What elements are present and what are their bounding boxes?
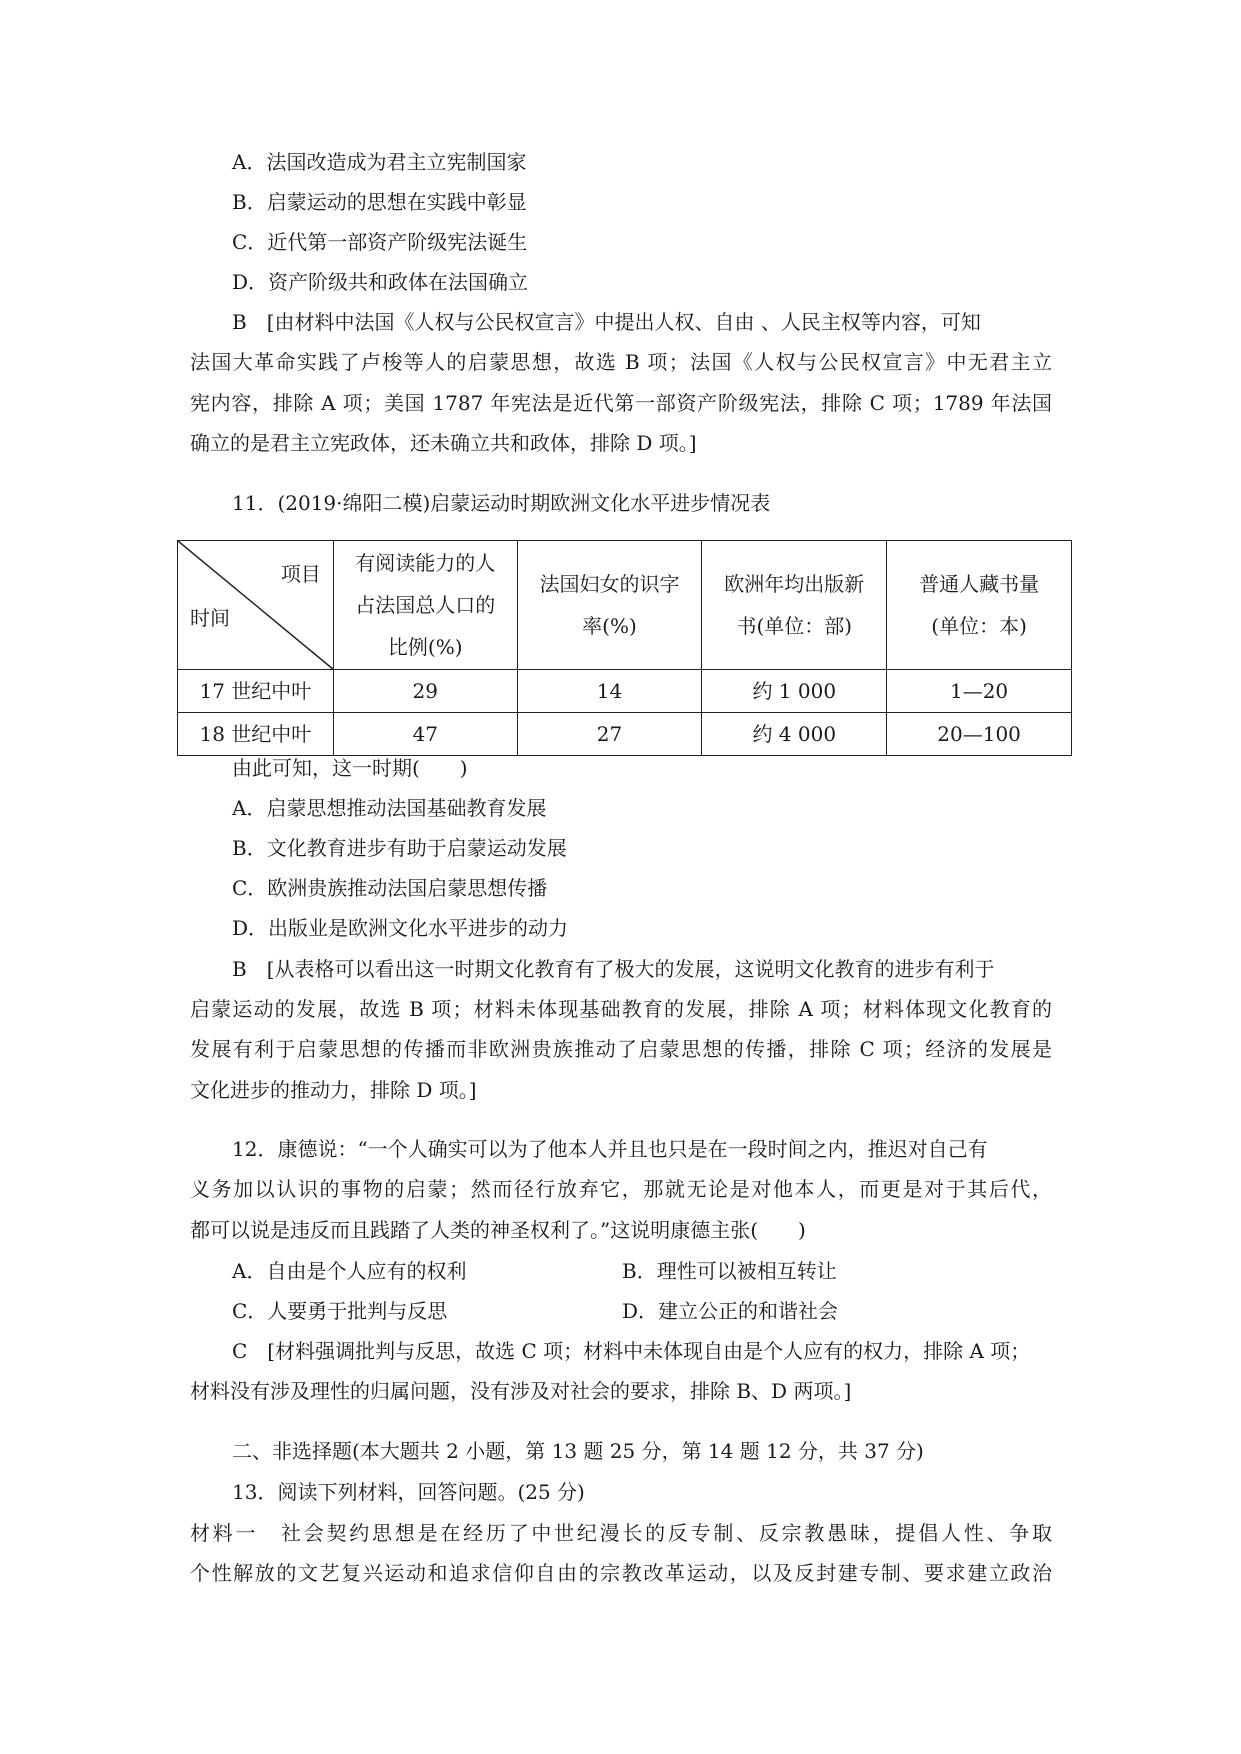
header-line: 占法国总人口的: [355, 593, 496, 617]
q11-option-b: B．文化教育进步有助于启蒙运动发展: [232, 836, 567, 860]
q11-option-d: D．出版业是欧洲文化水平进步的动力: [232, 916, 569, 940]
table-cell: 20—100: [887, 713, 1072, 756]
table-cell: 约 4 000: [702, 713, 887, 756]
table-header-cell: [702, 541, 887, 670]
table-cell: 14: [517, 670, 702, 713]
header-line: 书(单位：部): [736, 614, 853, 638]
q10-option-d: D．资产阶级共和政体在法国确立: [232, 270, 529, 294]
header-line: 普通人藏书量: [919, 572, 1040, 596]
q13-material-line: 个性解放的文艺复兴运动和追求信仰自由的宗教改革运动，以及反封建专制、要求建立政治: [190, 1561, 1052, 1585]
q10-answer-line: 宪内容，排除 A 项；美国 1787 年宪法是近代第一部资产阶级宪法，排除 C 项；1789 年法国: [190, 391, 1052, 415]
header-line: 有阅读能力的人: [355, 551, 496, 575]
q10-answer-line: B [由材料中法国《人权与公民权宣言》中提出人权、自由 、人民主权等内容，可知: [232, 310, 981, 334]
table-cell: 47: [333, 713, 517, 756]
q13-material-line: 材料一 社会契约思想是在经历了中世纪漫长的反专制、反宗教愚昧，提倡人性、争取: [190, 1521, 1052, 1545]
q11-prompt: 由此可知，这一时期( ): [232, 756, 468, 780]
corner-label-item: 项目: [280, 562, 321, 586]
section-title: 二、非选择题(本大题共 2 小题，第 13 题 25 分，第 14 题 12 分，共 37 分): [232, 1439, 924, 1463]
corner-label-time: 时间: [190, 606, 230, 630]
table-row: [178, 713, 1072, 756]
table-header-cell: [517, 541, 702, 670]
q10-option-b: B．启蒙运动的思想在实践中彰显: [232, 190, 527, 214]
q10-answer-line: 确立的是君主立宪政体，还未确立共和政体，排除 D 项。]: [190, 431, 697, 455]
header-line: 率(%): [582, 614, 637, 638]
q11-option-a: A．启蒙思想推动法国基础教育发展: [232, 796, 547, 820]
q11-stem: 11．(2019·绵阳二模)启蒙运动时期欧洲文化水平进步情况表: [232, 491, 771, 515]
q10-option-a: A．法国改造成为君主立宪制国家: [232, 150, 527, 174]
table-corner-cell: [178, 541, 334, 670]
q12-option-a: A．自由是个人应有的权利: [232, 1259, 467, 1283]
table-header-cell: [333, 541, 517, 670]
header-line: 法国妇女的识字: [539, 572, 680, 596]
q11-answer-line: 启蒙运动的发展，故选 B 项；材料未体现基础教育的发展，排除 A 项；材料体现文化教育的: [190, 997, 1052, 1021]
table-cell: 1—20: [887, 670, 1072, 713]
q10-option-c: C．近代第一部资产阶级宪法诞生: [232, 230, 528, 254]
q10-answer-line: 法国大革命实践了卢梭等人的启蒙思想，故选 B 项；法国《人权与公民权宣言》中无君主立: [190, 350, 1052, 374]
header-line: 比例(%): [387, 635, 463, 659]
table-cell: 29: [333, 670, 517, 713]
q11-answer-line: B [从表格可以看出这一时期文化教育有了极大的发展，这说明文化教育的进步有利于: [232, 957, 995, 981]
table-header-row: [178, 541, 1072, 670]
q12-answer-line: C [材料强调批判与反思，故选 C 项；材料中未体现自由是个人应有的权力，排除 A 项；: [232, 1339, 1031, 1363]
q12-stem-line: 都可以说是违反而且践踏了人类的神圣权利了。”这说明康德主张( ): [190, 1218, 806, 1242]
q12-option-d: D．建立公正的和谐社会: [622, 1299, 839, 1323]
header-line: 欧洲年均出版新: [724, 572, 865, 596]
table-header-cell: [887, 541, 1072, 670]
header-line: (单位：本): [931, 614, 1027, 638]
q11-answer-line: 文化进步的推动力，排除 D 项。]: [190, 1078, 477, 1102]
table-cell-time: 17 世纪中叶: [178, 670, 334, 713]
q13-stem: 13．阅读下列材料，回答问题。(25 分): [232, 1480, 585, 1504]
q11-answer-line: 发展有利于启蒙思想的传播而非欧洲贵族推动了启蒙思想的传播，排除 C 项；经济的发展是: [190, 1037, 1052, 1061]
q12-option-b: B．理性可以被相互转让: [622, 1259, 837, 1283]
q12-answer-line: 材料没有涉及理性的归属问题，没有涉及对社会的要求，排除 B、D 两项。]: [190, 1379, 852, 1403]
table-row: [178, 670, 1072, 713]
table-cell-time: 18 世纪中叶: [178, 713, 334, 756]
q12-option-c: C．人要勇于批判与反思: [232, 1299, 448, 1323]
q12-stem-line: 义务加以认识的事物的启蒙；然而径行放弃它，那就无论是对他本人，而更是对于其后代，: [190, 1177, 1052, 1201]
progress-table: [177, 540, 1072, 756]
table-cell: 约 1 000: [702, 670, 887, 713]
q12-stem-line: 12．康德说：“一个人确实可以为了他本人并且也只是在一段时间之内，推迟对自己有: [232, 1137, 988, 1161]
table-cell: 27: [517, 713, 702, 756]
q11-option-c: C．欧洲贵族推动法国启蒙思想传播: [232, 876, 548, 900]
